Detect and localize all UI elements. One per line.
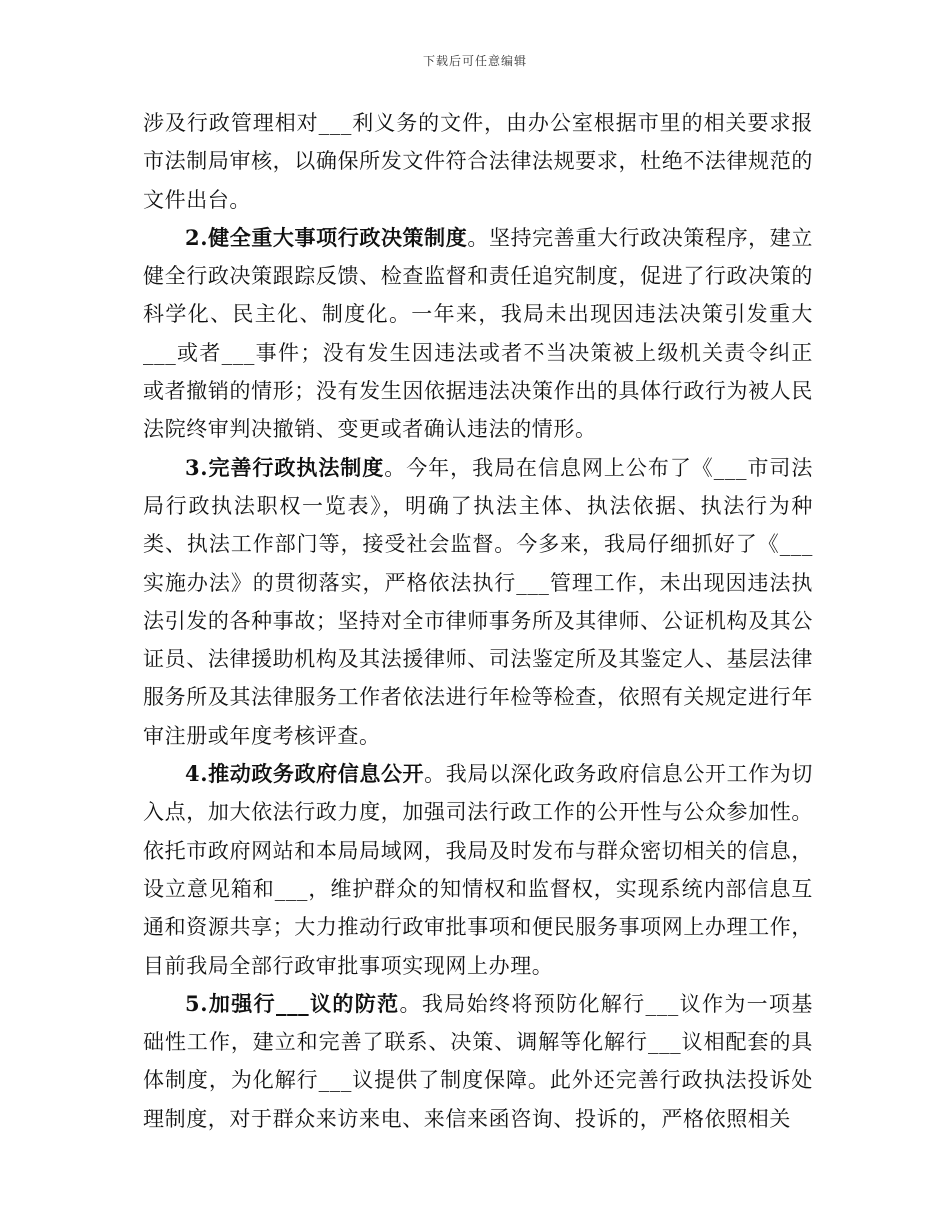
paragraph-dispute-prevention [143, 985, 813, 1138]
paragraph-major-decisions [143, 219, 813, 449]
paragraph-heading: 3.完善行政执法制度 [185, 454, 385, 480]
page-header: 下载后可任意编辑 [422, 54, 527, 68]
paragraph-text: 。坚持完善重大行政决策程序，建立健全行政决策跟踪反馈、检查监督和责任追究制度，促进了行政决策的科学化、民主化、制度化。一年来，我局未出现因违法决策引发重大___或者___事件；没有发生因违法或者不当决策被上级机关责令纠正或者撤销的情形；没有发生因依据违法决策作出的具体行政行为被人民法院终审判决撤销、变更或者确认违法的情形。 [143, 225, 813, 442]
document-body [143, 104, 813, 1138]
paragraph-heading: 5.加强行___议的防范 [185, 990, 400, 1016]
paragraph-text: 。今年，我局在信息网上公布了《___市司法局行政执法职权一览表》，明确了执法主体、执法依据、执法行为种类、执法工作部门等，接受社会监督。今多来，我局仔细抓好了《___实施办法》的贯彻落实，严格依法执行___管理工作，未出现因违法执法引发的各种事故；坚持对全市律师事务所及其律师、公证机构及其公证员、法律援助机构及其法援律师、司法鉴定所及其鉴定人、基层法律服务所及其法律服务工作者依法进行年检等检查，依照有关规定进行年审注册或年度考核评查。 [143, 455, 813, 748]
paragraph-heading: 4.推动政务政府信息公开 [185, 761, 425, 787]
paragraph-heading: 2.健全重大事项行政决策制度 [185, 224, 468, 250]
paragraph-continuation [143, 104, 813, 219]
paragraph-text: 涉及行政管理相对___利义务的文件，由办公室根据市里的相关要求报市法制局审核，以确保所发文件符合法律法规要求，杜绝不法律规范的文件出台。 [143, 111, 813, 212]
paragraph-law-enforcement [143, 449, 813, 755]
paragraph-information-disclosure [143, 755, 813, 985]
paragraph-text: 。我局始终将预防化解行___议作为一项基础性工作，建立和完善了联系、决策、调解等化解行___议相配套的具体制度，为化解行___议提供了制度保障。此外还完善行政执法投诉处理制度，对于群众来访来电、来信来函咨询、投诉的，严格依照相关 [143, 991, 814, 1131]
paragraph-text: 。我局以深化政务政府信息公开工作为切入点，加大依法行政力度，加强司法行政工作的公开性与公众参加性。依托市政府网站和本局局域网，我局及时发布与群众密切相关的信息，设立意见箱和___，维护群众的知情权和监督权，实现系统内部信息互通和资源共享；大力推动行政审批事项和便民服务事项网上办理工作，目前我局全部行政审批事项实现网上办理。 [143, 762, 813, 978]
